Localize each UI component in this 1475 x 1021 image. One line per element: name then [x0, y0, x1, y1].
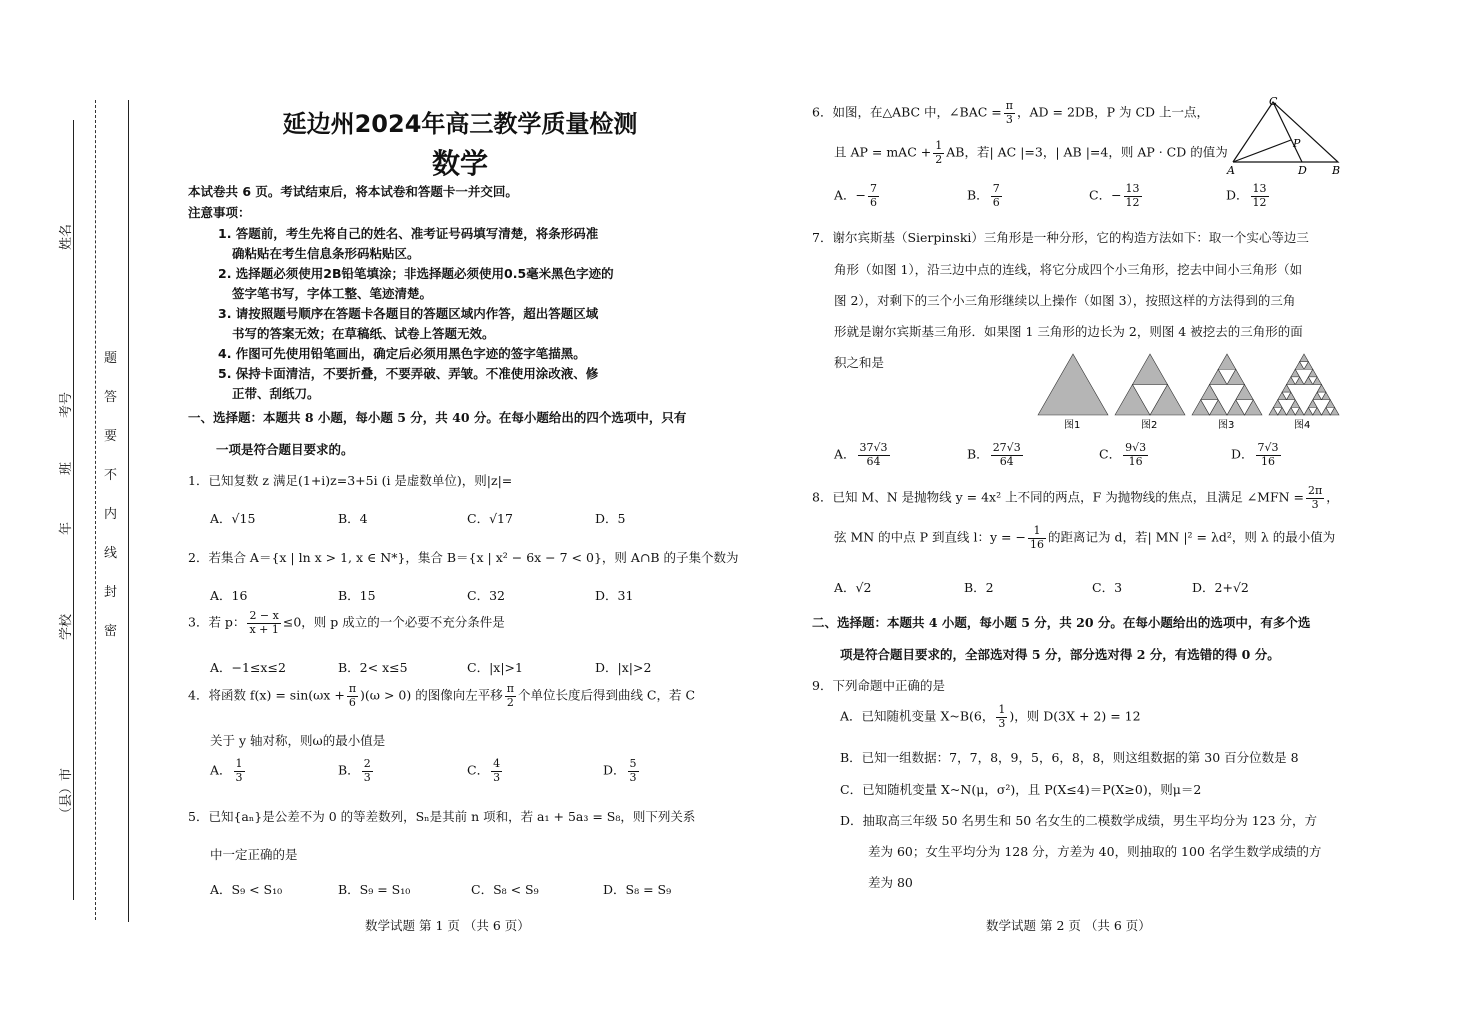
exam-no-label: 考号	[59, 391, 74, 418]
note-item: 书写的答案无效；在草稿纸、试卷上答题无效。	[232, 326, 495, 341]
q4-b-n: 2	[363, 757, 371, 770]
q9-a-n: 1	[998, 703, 1006, 716]
q4-option-d	[603, 758, 641, 784]
footer-left: 数学试题 第 1 页 （共 6 页）	[365, 918, 530, 933]
q6-n: π	[1005, 99, 1013, 112]
footer-right: 数学试题 第 2 页 （共 6 页）	[986, 918, 1151, 933]
question-4	[188, 683, 695, 709]
q4-c-label: C．	[467, 762, 490, 778]
q4-b-label: B．	[338, 762, 360, 778]
sierpinski-triangle	[1133, 354, 1168, 385]
q6-a-n: 7	[870, 182, 878, 195]
q6-option-d	[1226, 183, 1271, 209]
q6-pre: 6．如图，在△ABC 中，∠BAC =	[812, 104, 1002, 120]
grade-label: 年	[59, 521, 74, 535]
fig-caption-4: 图4	[1294, 420, 1311, 431]
fig-label-b: B	[1332, 164, 1341, 176]
question-7: 7．谢尔宾斯基（Sierpinski）三角形是一种分形，它的构造方法如下：取一个实心等边三	[812, 230, 1309, 245]
fig-label-c: C	[1269, 95, 1278, 108]
q6-post: ，AD = 2DB，P 为 CD 上一点，	[1016, 104, 1210, 120]
note-item: 2. 选择题必须使用2B铅笔填涂；非选择题必须使用0.5毫米黑色字迹的	[218, 266, 614, 281]
question-8-cont	[834, 525, 1335, 551]
q6-option-b	[967, 183, 1004, 209]
q8-l2-pre: 弦 MN 的中点 P 到直线 l：y = −	[834, 529, 1026, 545]
question-4-cont: 关于 y 轴对称，则ω的最小值是	[210, 733, 386, 748]
section1-heading-cont: 一项是符合题目要求的。	[216, 442, 354, 457]
q4-option-b	[338, 758, 375, 784]
q3-option-d: D．|x|>2	[595, 660, 652, 675]
question-6	[812, 100, 1209, 126]
seal-notice	[104, 352, 118, 638]
perforation-line	[95, 100, 96, 920]
fig-label-a: A	[1227, 164, 1235, 176]
q6-option-a	[834, 183, 881, 209]
q7-option-b	[967, 442, 1025, 468]
note-item: 1. 答题前，考生先将自己的姓名、准考证号码填写清楚，将条形码准	[218, 226, 599, 241]
q7-c-d: 16	[1128, 454, 1143, 468]
q7-d-d: 16	[1261, 454, 1276, 468]
q6-n2: 1	[935, 139, 943, 152]
q6-d: 3	[1005, 112, 1013, 126]
q2-option-c: C．32	[467, 588, 505, 603]
q6-fraction-2	[933, 140, 944, 166]
q5-option-a: A．S₉ < S₁₀	[210, 882, 283, 897]
school-label: 学校	[59, 613, 74, 640]
q3-option-b: B．2< x≤5	[338, 660, 408, 675]
name-label: 姓名	[59, 223, 74, 250]
q5-option-b: B．S₉ = S₁₀	[338, 882, 411, 897]
section2-heading-cont: 项是符合题目要求的，全部选对得 5 分，部分选对得 2 分，有选错的得 0 分。	[840, 647, 1280, 662]
q8-n2: 1	[1028, 525, 1046, 539]
q1-option-a: A．√15	[210, 511, 256, 526]
q4-pre: 4．将函数 f(x) = sin(ωx +	[188, 687, 345, 703]
question-5-cont: 中一定正确的是	[210, 847, 298, 862]
q3-post: ≤0，则 p 成立的一个必要不充分条件是	[282, 614, 505, 630]
note-item: 4. 作图可先使用铅笔画出，确定后必须用黑色字迹的签字笔描黑。	[218, 346, 586, 361]
q7-a-n: 37√3	[859, 441, 888, 454]
q6-d-n: 13	[1252, 182, 1267, 195]
q1-option-c: C．√17	[467, 511, 513, 526]
sierpinski-fig-1	[1038, 354, 1108, 415]
seal-char: 密	[104, 624, 118, 639]
seal-char: 内	[104, 507, 118, 522]
q7-b-d: 64	[999, 454, 1014, 468]
q4-b-d: 3	[363, 770, 371, 784]
q8-post: ，	[1326, 489, 1339, 505]
q4-a-d: 3	[235, 770, 243, 784]
q4-option-c	[467, 758, 504, 784]
q4-d2: 2	[506, 695, 514, 709]
q4-post: 个单位长度后得到曲线 C，若 C	[517, 687, 696, 703]
q9-a-pre: A．已知随机变量 X~B(6，	[840, 708, 995, 724]
q8-option-b: B．2	[964, 580, 994, 595]
q9-option-d-cont: 差为 60；女生平均分为 128 分，方差为 40，则抽取的 100 名学生数学成绩的方	[868, 844, 1322, 859]
fig-caption-1: 图1	[1064, 420, 1081, 431]
question-7-cont: 形就是谢尔宾斯基三角形．如果图 1 三角形的边长为 2，则图 4 被挖去的三角形的面	[834, 324, 1303, 339]
q8-pre: 8．已知 M、N 是抛物线 y = 4x² 上不同的两点，F 为抛物线的焦点，且满足 ∠MFN =	[812, 489, 1305, 505]
q9-option-c: C．已知随机变量 X~N(μ，σ²)，且 P(X≤4)＝P(X≥0)，则μ＝2	[840, 782, 1202, 797]
q8-n: 2π	[1308, 484, 1323, 497]
question-6-cont	[834, 140, 1228, 166]
q9-a-fraction	[996, 704, 1007, 730]
q6-a-label: A．−	[834, 187, 867, 203]
q6-option-c	[1089, 183, 1144, 209]
note-item: 3. 请按照题号顺序在答题卡各题目的答题区域内作答，超出答题区域	[218, 306, 599, 321]
q3-option-a: A．−1≤x≤2	[210, 660, 286, 675]
sierpinski-figures	[1036, 352, 1346, 432]
question-5: 5．已知{aₙ}是公差不为 0 的等差数列，Sₙ是其前 n 项和，若 a₁ + 5a₃ = S₈，则下列关系	[188, 809, 696, 824]
seal-line	[128, 100, 129, 922]
q4-a-n: 1	[235, 757, 243, 770]
city-label: （县）市	[59, 767, 74, 820]
q4-fraction-1	[347, 683, 358, 709]
note-item: 正带、刮纸刀。	[232, 386, 320, 401]
q4-mid: )(ω > 0) 的图像向左平移	[360, 687, 503, 703]
fig-caption-2: 图2	[1141, 420, 1158, 431]
q7-b-n: 27√3	[992, 441, 1021, 454]
seal-char: 答	[104, 390, 118, 405]
note-item: 签字笔书写，字体工整、笔迹清楚。	[232, 286, 433, 301]
q7-d-n: 7√3	[1257, 441, 1279, 454]
q8-option-a: A．√2	[834, 580, 872, 595]
q7-a-d: 64	[866, 454, 881, 468]
q6-d2: 2	[935, 152, 943, 166]
q2-option-d: D．31	[595, 588, 634, 603]
q1-option-d: D．5	[595, 511, 626, 526]
q6-triangle-figure	[1225, 94, 1350, 176]
q6-l2-pre: 且 AP = mAC +	[834, 144, 932, 160]
q3-option-c: C．|x|>1	[467, 660, 523, 675]
fig-label-d: D	[1298, 164, 1307, 176]
q6-c-label: C．−	[1089, 187, 1122, 203]
q8-option-c: C．3	[1092, 580, 1123, 595]
q7-d-label: D．	[1231, 446, 1254, 462]
q6-c-d: 12	[1125, 195, 1140, 209]
section1-heading: 一、选择题：本题共 8 小题，每小题 5 分，共 40 分。在每小题给出的四个选项中，只有	[188, 410, 687, 425]
question-1: 1．已知复数 z 满足(1+i)z=3+5i (i 是虚数单位)，则|z|=	[188, 473, 513, 488]
q4-d1: 6	[348, 695, 356, 709]
q7-b-label: B．	[967, 446, 989, 462]
question-7-cont: 图 2），对剩下的三个小三角形继续以上操作（如图 3），按照这样的方法得到的三角	[834, 293, 1296, 308]
q4-option-a	[210, 758, 247, 784]
q7-option-d	[1231, 442, 1283, 468]
q6-d-label: D．	[1226, 187, 1249, 203]
q6-b-n: 7	[992, 182, 1000, 195]
q6-a-d: 6	[870, 195, 878, 209]
q4-n2: π	[506, 682, 514, 695]
q9-option-d: D．抽取高三年级 50 名男生和 50 名女生的二模数学成绩，男生平均分为 123 分，方	[840, 813, 1318, 828]
seal-char: 封	[104, 585, 118, 600]
seal-char: 不	[104, 468, 118, 483]
fig-caption-3: 图3	[1218, 420, 1235, 431]
q8-fraction	[1306, 485, 1324, 511]
question-2: 2．若集合 A＝{x | ln x > 1, x ∈ N*}，集合 B＝{x | x² − 6x − 7 < 0}，则 A∩B 的子集个数为	[188, 550, 739, 565]
q8-l2-post: 的距离记为 d，若| MN |² = λd²，则 λ 的最小值为	[1047, 529, 1336, 545]
q7-c-label: C．	[1099, 446, 1122, 462]
class-label: 班	[59, 461, 74, 475]
q4-fraction-2	[505, 683, 516, 709]
q1-option-b: B．4	[338, 511, 368, 526]
q4-d-n: 5	[629, 757, 637, 770]
q9-a-d: 3	[998, 716, 1006, 730]
q3-fraction	[247, 610, 280, 636]
question-3	[188, 610, 505, 636]
question-9: 9．下列命题中正确的是	[812, 678, 945, 693]
seal-char: 题	[104, 351, 118, 366]
question-8	[812, 485, 1339, 511]
q9-option-d-cont: 差为 80	[868, 875, 913, 890]
q3-den: x + 1	[249, 622, 279, 636]
sierpinski-fig-2	[1115, 354, 1185, 415]
sierpinski-triangle	[1038, 354, 1108, 415]
seal-char: 要	[104, 429, 118, 444]
q8-fraction-2	[1028, 525, 1046, 551]
q8-d2: 16	[1029, 537, 1044, 551]
sierpinski-triangle	[1218, 354, 1236, 369]
q6-c-n: 13	[1125, 182, 1140, 195]
subject-title: 数学	[431, 147, 488, 180]
q7-option-c	[1099, 442, 1150, 468]
sierpinski-triangle	[1300, 354, 1309, 362]
q6-l2-post: AB，若| AC |=3，| AB |=4，则 AP · CD 的值为	[946, 144, 1228, 160]
q8-option-d: D．2+√2	[1192, 580, 1249, 595]
section2-heading: 二、选择题：本题共 4 小题，每小题 5 分，共 20 分。在每小题给出的选项中，有多个选	[812, 615, 1311, 630]
exam-title: 延边州2024年高三教学质量检测	[282, 110, 638, 138]
q4-d-d: 3	[629, 770, 637, 784]
q6-b-label: B．	[967, 187, 989, 203]
notes-title: 注意事项：	[188, 205, 251, 220]
fig-label-p: P	[1293, 137, 1301, 150]
note-item: 5. 保持卡面清洁，不要折叠，不要弄破、弄皱。不准使用涂改液、修	[218, 366, 599, 381]
q4-c-n: 4	[493, 757, 501, 770]
question-7-cont: 角形（如图 1），沿三边中点的连线，将它分成四个小三角形，挖去中间小三角形（如	[834, 262, 1303, 277]
q8-d: 3	[1311, 497, 1319, 511]
q3-num: 2 − x	[249, 609, 279, 622]
sierpinski-fig-4	[1269, 354, 1339, 415]
q7-c-n: 9√3	[1125, 441, 1147, 454]
q9-option-a	[840, 704, 1141, 730]
q3-pre: 3．若 p：	[188, 614, 246, 630]
q4-n1: π	[348, 682, 357, 695]
q7-option-a	[834, 442, 892, 468]
q6-fraction	[1004, 100, 1015, 126]
q7-a-label: A．	[834, 446, 856, 462]
q4-c-d: 3	[493, 770, 501, 784]
seal-char: 线	[104, 546, 118, 561]
question-7-cont: 积之和是	[834, 355, 885, 370]
note-item: 确粘贴在考生信息条形码粘贴区。	[232, 246, 420, 261]
q5-option-c: C．S₈ < S₉	[471, 882, 539, 897]
sierpinski-fig-3	[1192, 354, 1262, 415]
q6-d-d: 12	[1252, 195, 1267, 209]
intro-line: 本试卷共 6 页。考试结束后，将本试卷和答题卡一并交回。	[188, 184, 518, 199]
q9-a-post: )，则 D(3X + 2) = 12	[1009, 708, 1141, 724]
q4-a-label: A．	[210, 762, 232, 778]
q9-option-b: B．已知一组数据：7，7，8，9，5，6，8，8，则这组数据的第 30 百分位数是 8	[840, 750, 1299, 765]
q6-b-d: 6	[992, 195, 1000, 209]
q2-option-a: A．16	[210, 588, 248, 603]
q2-option-b: B．15	[338, 588, 376, 603]
q4-d-label: D．	[603, 762, 626, 778]
q5-option-d: D．S₈ = S₉	[603, 882, 672, 897]
